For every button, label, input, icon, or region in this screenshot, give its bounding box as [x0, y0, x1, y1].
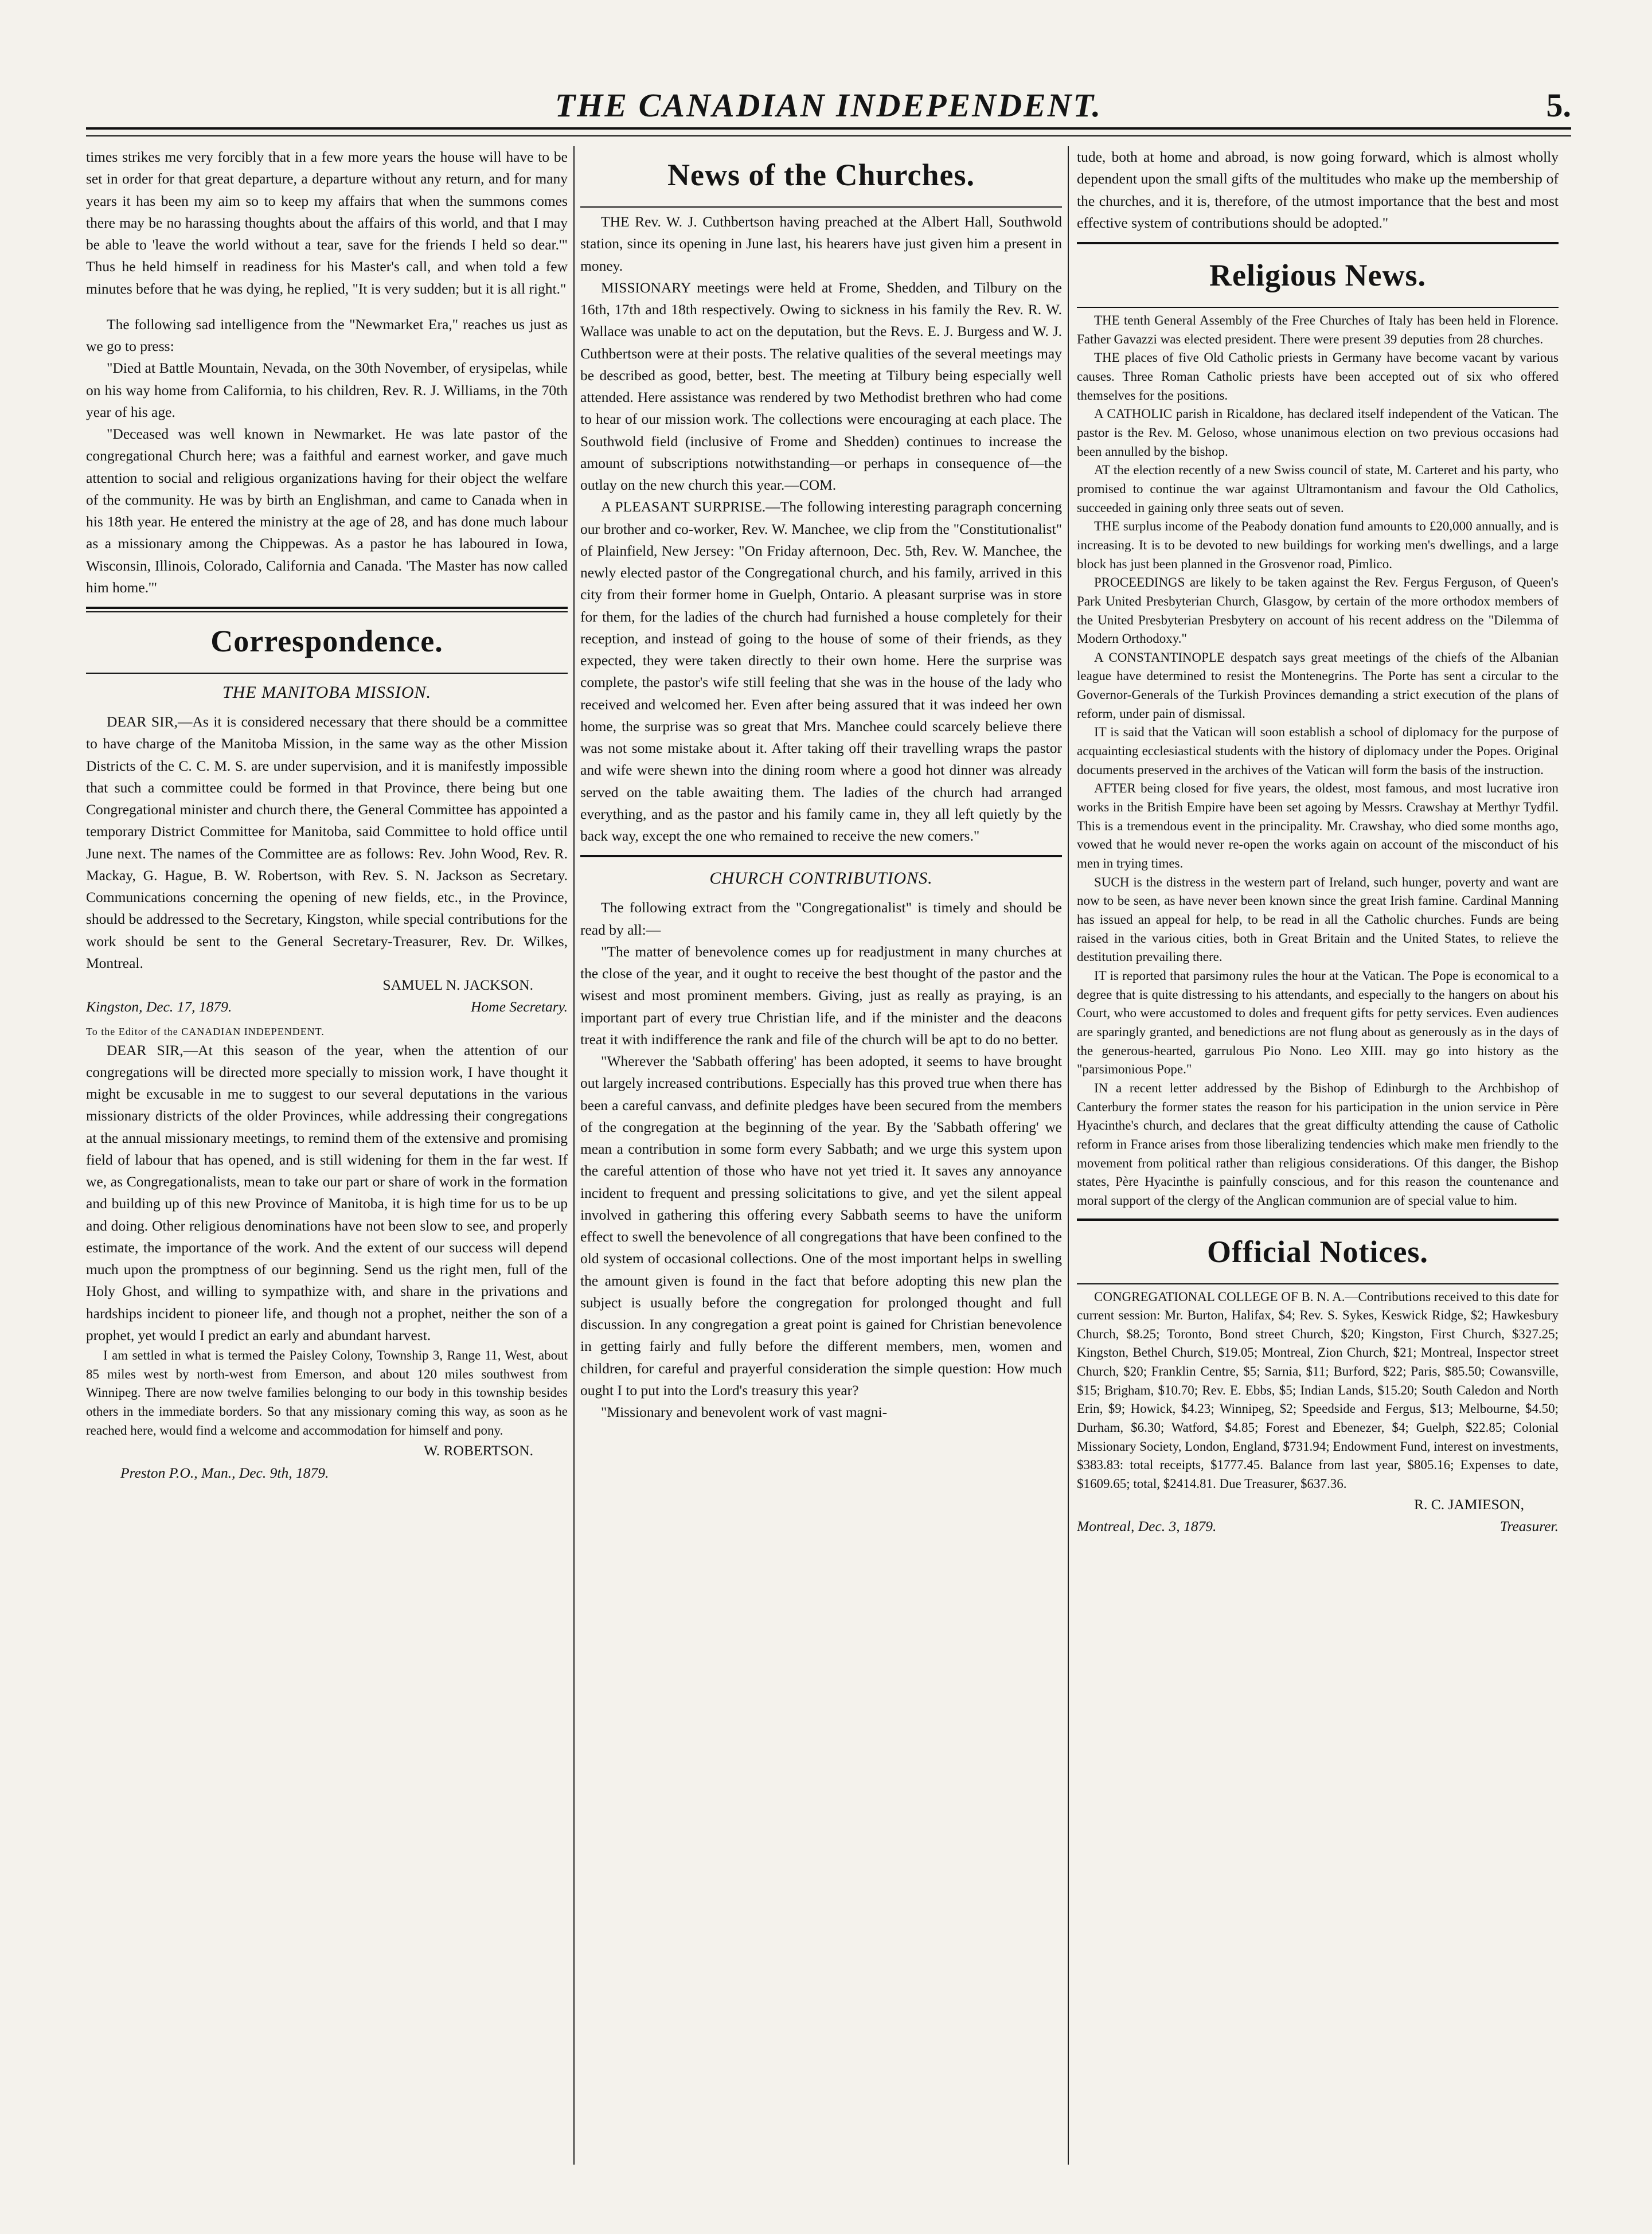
news-item: IT is reported that parsimony rules the hour at the Vatican. The Pope is economical to a degree that is quite distressing to his attendants, and especially to the hangers on about his Court, who were accustomed to doles and frequent gifts for petty services. Even audiences are sparingly granted, and benedictions are not flung about as generously as in the days of the generous-hearted, garrulous Pio Nono. Leo XIII. may go into history as the "parsimonious Pope." [1077, 968, 1559, 1077]
column-rule [1068, 146, 1069, 2165]
newspaper-title: THE CANADIAN INDEPENDENT. [554, 87, 1103, 124]
news-item: IT is said that the Vatican will soon establish a school of diplomacy for the purpose of acquainting ecclesiastical students with the history of diplomacy under the Popes. Original documents preserved in the archives of the Vatican will form the basis of the instruction. [1077, 725, 1559, 777]
masthead [86, 86, 1571, 126]
masthead-rule [86, 127, 1571, 130]
section-heading-official-notices: Official Notices. [1207, 1234, 1428, 1269]
column-rule [573, 146, 575, 2165]
dateline-place: Kingston, Dec. 17, 1879. [86, 998, 232, 1016]
article-paragraph: "The matter of benevolence comes up for readjustment in many churches at the close of the year, and it ought to receive the best thought of the pastor and the wisest and most prominent members. Giving, just as really as praying, is an important part of every true Christian life, and if the minister and the deacons treat it with indifference the rank and file of the church will be apt to do no better. [580, 943, 1062, 1048]
dateline-place: Montreal, Dec. 3, 1879. [1077, 1517, 1217, 1534]
letter-address: To the Editor of the CANADIAN INDEPENDENT. [86, 1025, 325, 1037]
news-item: PROCEEDINGS are likely to be taken against the Rev. Fergus Ferguson, of Queen's Park United Presbyterian Church, Glasgow, by certain of the more orthodox members of the United Presbyterian Presbytery on account of his recent address on the "Dilemma of Modern Orthodoxy." [1077, 575, 1559, 646]
article-paragraph: "Missionary and benevolent work of vast magni- [601, 1404, 888, 1420]
article-paragraph: "Deceased was well known in Newmarket. He was late pastor of the congregational Church here; was a faithful and earnest worker, and gave much attention to social and religious organizations having for their object the welfare of the community. He was by birth an Englishman, and came to Canada when in his 18th year. He entered the ministry at the age of 28, and has done much labour as a missionary among the Chippewas. As a pastor he has laboured in Iowa, Wisconsin, Illinois, Colorado, California and Canada. 'The Master has now called him home.'" [86, 425, 568, 596]
signature: R. C. JAMIESON, [1414, 1495, 1524, 1513]
dateline [86, 996, 568, 1018]
article-paragraph: I am settled in what is termed the Paisley Colony, Township 3, Range 11, West, about 85 miles west by north-west from Emerson, and about 120 miles southwest from Winnipeg. There are now twelve families belonging to our body in this township besides others in the immediate borders. So that any missionary coming this way, as soon as he reached here, would find a welcome and accommodation for himself and pony. [86, 1348, 568, 1438]
article-paragraph: DEAR SIR,—As it is considered necessary that there should be a committee to have charge of the Manitoba Mission, in the same way as the other Mission Districts of the C. C. M. S. are under supervision, and it is manifestly impossible that such a committee could be formed in that Province, there being but one Congregational minister and church there, the General Committee has appointed a temporary District Committee for Manitoba, said Committee to hold office until June next. The names of the Committee are as follows: Rev. John Wood, Rev. R. Mackay, G. Hague, B. W. Robertson, with Rev. S. N. Jackson as Secretary. Communications concerning the opening of new fields, etc., in the Province, should be addressed to the Secretary, Kingston, while special contributions for the work should be sent to the General Secretary-Treasurer, Rev. Dr. Wilkes, Montreal. [86, 713, 568, 971]
news-item: A CONSTANTINOPLE despatch says great meetings of the chiefs of the Albanian league have determined to resist the Montenegrins. The Porte has sent a circular to the Governor-Generals of the Turkish Provinces demanding a strict execution of the plans of reform, under pain of dismissal. [1077, 650, 1559, 721]
notice-item: CONGREGATIONAL COLLEGE OF B. N. A.—Contributions received to this date for current session: Mr. Burton, Halifax, $4; Rev. S. Sykes, Keswick Ridge, $2; Hawkesbury Church, $8.25; Toronto, Bond street Church, $20; Kingston, First Church, $327.25; Kingston, Bethel Church, $19.05; Montreal, Zion Church, $21; Montreal, Inspector street Church, $20; Franklin Centre, $5; Sarnia, $11; Burford, $22; Paris, $85.50; Cowansville, $15; Brigham, $10.70; Rev. E. Ebbs, $5; Indian Lands, $15.20; South Caledon and North Erin, $9; Howick, $4.23; Winnipeg, $2; Speedside and Fergus, $13; Melbourne, $4.50; Durham, $6.30; Watford, $4.85; Forest and Ebenezer, $4; Guelph, $22.85; Colonial Missionary Society, London, England, $731.94; Endowment Fund, interest on investments, $383.83: total receipts, $1777.45. Balance from last year, $805.16; Expenses to date, $1609.65; total, $2414.81. Due Treasurer, $637.36. [1077, 1289, 1559, 1491]
page-number: 5. [1546, 87, 1571, 124]
article-paragraph: The following extract from the "Congregationalist" is timely and should be read by all:— [580, 899, 1062, 938]
news-item: IN a recent letter addressed by the Bishop of Edinburgh to the Archbishop of Canterbury the former states the reason for his participation in the union service in Père Hyacinthe's church, and declares that the great difficulty attending the cause of Catholic reform in France arises from those liberalizing tendencies which make men friendly to the movement from political rather than religious considerations. Of this danger, the Bishop states, Père Hyacinthe is painfully conscious, and for this reason the countenance and moral support of the clergy of the Anglican communion are of special value to him. [1077, 1080, 1559, 1208]
section-heading-religious-news: Religious News. [1209, 258, 1426, 292]
news-item: THE surplus income of the Peabody donation fund amounts to £20,000 annually, and is increasing. It is to be devoted to new buildings for working men's dwellings, and a large block has just been planned in the Grosvenor road, Pimlico. [1077, 519, 1559, 571]
section-rule [86, 607, 568, 611]
signature: SAMUEL N. JACKSON. [382, 977, 533, 993]
news-item: SUCH is the distress in the western part of Ireland, such hunger, poverty and want are now to be seen, as have never been known since the great Irish famine. Cardinal Manning has issued an appeal for help, to be read in all the Catholic churches. Funds are being raised in the various cities, both in Great Britain and the United States, to relieve the destitution prevailing there. [1077, 874, 1559, 964]
article-paragraph: "Wherever the 'Sabbath offering' has been adopted, it seems to have brought out largely increased contributions. Especially has this proved true when there has been a careful canvass, and definite pledges have been secured from the members of the congregation at the beginning of the year. By the 'Sabbath offering' we mean a contribution in some form every Sabbath; and we urge this system upon the careful attention of those who have not yet tried it. It saves any annoyance incident to frequent and pressing solicitations to give, and yet the silent appeal involved in gathering this offering every Sabbath seems to have the uniform effect to swell the benevolence of all congregations that have been confined to the old system of occasional collections. One of the most important helps in swelling the amount given is found in the fact that before adopting this new plan the subject is usually before the congregation for prolonged thought and full discussion. In any congregation a great point is gained for Christian benevolence in getting fairly and fully before the different members, men, women and children, for careful and prayerful consideration the simple question: How much ought I to put into the Lord's treasury this year? [580, 1053, 1062, 1399]
dateline: Preston P.O., Man., Dec. 9th, 1879. [120, 1464, 329, 1481]
section-heading-news-of-churches: News of the Churches. [667, 158, 975, 192]
column-1 [86, 146, 568, 2165]
news-item: THE places of five Old Catholic priests in Germany have become vacant by various causes. Three Roman Catholic priests have been accepted out of six who offered themselves for the positions. [1077, 350, 1559, 403]
news-item: AFTER being closed for five years, the oldest, most famous, and most lucrative iron works in the British Empire have been set agoing by Messrs. Crawshay at Merthyr Tydfil. This is a tremendous event in the principality. Mr. Crawshay, who died some months ago, vowed that he would never re-open the works again on account of the misconduct of his men in trying times. [1077, 781, 1559, 871]
dateline-title: Treasurer. [1499, 1517, 1559, 1534]
news-item: A CATHOLIC parish in Ricaldone, has declared itself independent of the Vatican. The pastor is the Rev. M. Geloso, whose unanimous election on two previous occasions had been annulled by the bishop. [1077, 407, 1559, 459]
column-2 [580, 146, 1062, 2165]
article-paragraph: MISSIONARY meetings were held at Frome, Shedden, and Tilbury on the 16th, 17th and 18th respectively. Owing to sickness in his family the Rev. R. W. Wallace was unable to act on the deputation, but the Revs. E. J. Burgess and W. J. Cuthbertson were at their posts. The relative qualities of the several meetings may be described as good, better, best. The meeting at Tilbury being especially well attended. Here assistance was rendered by two Methodist brethren who had come to hear of our mission work. The collections were encouraging at each place. The Southwold field (inclusive of Frome and Shedden) continues to increase the amount of subscriptions notwithstanding—or perhaps in consequence of—the outlay on the new church this year.—COM. [580, 279, 1062, 493]
article-paragraph: The following sad intelligence from the "Newmarket Era," reaches us just as we go to press: [86, 315, 568, 354]
article-paragraph: tude, both at home and abroad, is now going forward, which is almost wholly dependent upon the small gifts of the multitudes who make up the membership of the churches, and it is, therefore, of the utmost importance that the best and most effective system of contributions should be adopted." [1077, 149, 1559, 231]
news-item: THE tenth General Assembly of the Free Churches of Italy has been held in Florence. Father Gavazzi was elected president. There were present 39 deputies from 28 churches. [1077, 313, 1559, 346]
signature: W. ROBERTSON. [424, 1442, 533, 1459]
article-paragraph: A PLEASANT SURPRISE.—The following interesting paragraph concerning our brother and co-worker, Rev. W. Manchee, we clip from the "Constitutionalist" of Plainfield, New Jersey: "On Friday afternoon, Dec. 5th, Rev. W. Manchee, the newly elected pastor of the Congregational church, and his family, arrived in this city from their former home in Guelph, Ontario. A pleasant surprise was in store for them, for the ladies of the church had furnished a house completely for their reception, and instead of going to the house of some of their friends, as they expected, they were taken directly to their own home. Here the surprise was complete, the pastor's wife still feeling that she was in the house of the lady who received and welcomed her. Even after being assured that it was indeed her own home, the surprise was so great that Mrs. Manchee could scarcely believe there was not some mistake about it. After taking off their travelling wraps the pastor and wife were shewn into the dining room where a good hot dinner was already served on the table awaiting them. The ladies of the church had arranged everything, and as the pastor and his family came in, they all left quietly by the back way, except the one who remained to receive the new comers." [580, 498, 1062, 844]
column-3 [1077, 146, 1559, 2165]
article-subheading: CHURCH CONTRIBUTIONS. [709, 869, 933, 888]
section-heading-correspondence: Correspondence. [210, 624, 443, 658]
news-item: AT the election recently of a new Swiss council of state, M. Carteret and his party, who promised to continue the war against Ultramontanism and favour the Old Catholics, succeeded in gaining only three seats out of seven. [1077, 463, 1559, 515]
article-paragraph: "Died at Battle Mountain, Nevada, on the 30th November, of erysipelas, while on his way home from California, to his children, Rev. R. J. Williams, in the 70th year of his age. [86, 360, 568, 420]
article-paragraph: times strikes me very forcibly that in a few more years the house will have to be set in order for that great departure, a departure without any return, and for many years it has been my aim so to keep my affairs that when the summons comes there may be no harassing thoughts about the affairs of this world, and that I may be able to 'leave the world without a tear, save for the friends I held so dear.'" Thus he held himself in readiness for his Master's call, and when told a few minutes before that he was dying, he replied, "It is very sudden; but it is all right." [86, 149, 568, 297]
dateline [1077, 1516, 1559, 1537]
article-paragraph: THE Rev. W. J. Cuthbertson having preached at the Albert Hall, Southwold station, since its opening in June last, his hearers have just given him a present in money. [580, 213, 1062, 274]
section-rule [1077, 242, 1559, 247]
article-paragraph: DEAR SIR,—At this season of the year, when the attention of our congregations will be directed more specially to mission work, I have thought it might be excusable in me to suggest to our several deputations in the various missionary districts of the older Provinces, while addressing their congregations at the annual missionary meetings, to remind them of the extensive and promising field of labour that has opened, and is still widening for them in the far west. If we, as Congregationalists, mean to take our part or share of work in the formation and building up of this new Province of Manitoba, it is high time for us to be up and doing. Other religious denominations have not been slow to see, and properly estimate, the importance of the work. And the extent of our success will depend much upon the promptness of our beginning. Send us the right men, full of the Holy Ghost, and willing to sympathize with, and share in the privations and hardships incident to pioneer life, and though not a prophet, neither the son of a prophet, yet would I predict an early and abundant harvest. [86, 1041, 568, 1343]
section-rule [1077, 1218, 1559, 1223]
article-subheading: THE MANITOBA MISSION. [222, 683, 432, 702]
dateline-title: Home Secretary. [471, 998, 568, 1016]
masthead-rule-thin [86, 135, 1571, 136]
section-rule [580, 855, 1062, 860]
